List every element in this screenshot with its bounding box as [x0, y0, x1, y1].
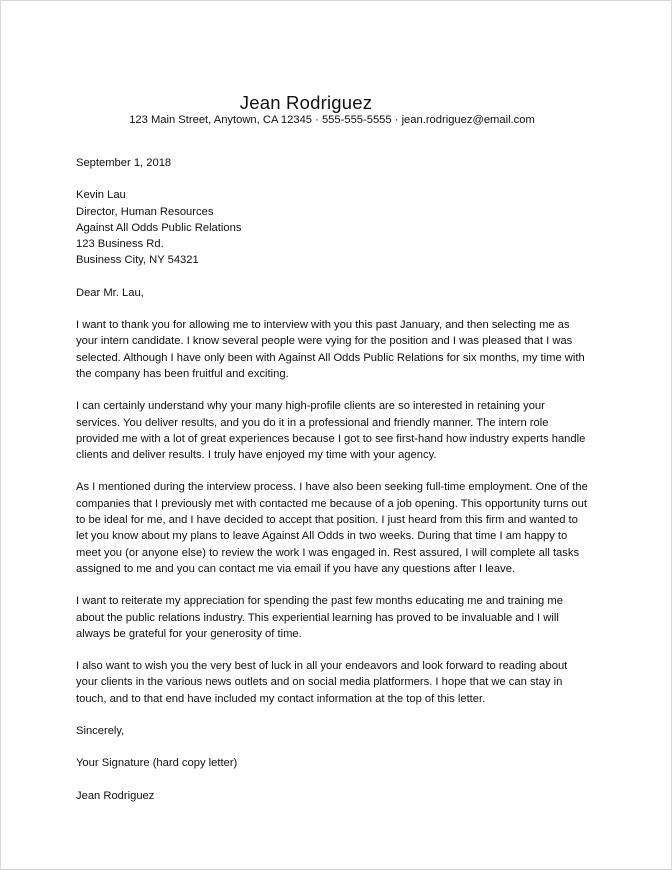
paragraph-line: As I mentioned during the interview process. I have also been seeking full-time employment. One of the — [76, 481, 588, 494]
paragraph-line: assigned to me and you can contact me via email if you have any questions after I leave. — [76, 562, 516, 575]
letter-body — [76, 155, 616, 804]
closing: Sincerely, — [76, 725, 125, 738]
recipient-address — [76, 187, 616, 268]
salutation: Dear Mr. Lau, — [76, 286, 144, 299]
paragraph-line: selected. Although I have only been with Against All Odds Public Relations for six months, my time with — [76, 351, 585, 364]
paragraph-line: provided me with a lot of great experiences because I got to see first-hand how industry experts handle — [76, 432, 586, 445]
paragraph-line: I also want to wish you the very best of luck in all your endeavors and look forward to reading about — [76, 660, 568, 673]
recipient-street: 123 Business Rd. — [76, 238, 164, 251]
recipient-company: Against All Odds Public Relations — [76, 221, 242, 234]
paragraph-line: your clients in the various news outlets and on social media platformers. I hope that we can stay in — [76, 676, 563, 689]
paragraph-line: your intern candidate. I know several people were vying for the position and I was pleased that I was — [76, 335, 573, 348]
paragraph-line: services. You deliver results, and you do it in a professional and friendly manner. The intern role — [76, 416, 549, 429]
paragraph-line: I want to reiterate my appreciation for spending the past few months educating me and training me — [76, 595, 563, 608]
paragraph-line: meet you (or anyone else) to review the work I was engaged in. Rest assured, I will complete all tasks — [76, 546, 580, 559]
paragraph-line: clients and deliver results. I truly have enjoyed my time with your agency. — [76, 449, 437, 462]
paragraph-line: touch, and to that end have included my contact information at the top of this letter. — [76, 692, 486, 705]
paragraph-line: to be ideal for me, and I have decided to accept that position. I just heard from this firm and wanted to — [76, 514, 578, 527]
sender-contact: 123 Main Street, Anytown, CA 12345 · 555-555-5555 · jean.rodriguez@email.com — [129, 114, 535, 126]
paragraph-line: I want to thank you for allowing me to interview with you this past January, and then selecting me as — [76, 319, 570, 332]
paragraph-line: about the public relations industry. This experiential learning has proved to be invaluable and I will — [76, 611, 559, 624]
paragraph-line: always be grateful for your generosity of time. — [76, 627, 302, 640]
paragraph-4 — [76, 593, 616, 642]
paragraph-line: I can certainly understand why your many high-profile clients are so interested in retaining your — [76, 400, 545, 413]
paragraph-line: the company has been fruitful and exciting. — [76, 367, 289, 380]
paragraph-1 — [76, 317, 616, 382]
recipient-name: Kevin Lau — [76, 189, 126, 202]
paragraph-3 — [76, 479, 616, 577]
paragraph-line: companies that I previously met with contacted me because of a job opening. This opportunity turns out — [76, 497, 587, 510]
recipient-title: Director, Human Resources — [76, 205, 214, 218]
recipient-city: Business City, NY 54321 — [76, 254, 199, 267]
sender-name: Jean Rodriguez — [239, 92, 373, 113]
paragraph-line: let you know about my plans to leave Against All Odds in two weeks. During that time I am happy to — [76, 530, 568, 543]
letter-date: September 1, 2018 — [76, 157, 172, 169]
paragraph-5 — [76, 658, 616, 707]
paragraph-2 — [76, 398, 616, 463]
signer-name: Jean Rodriguez — [76, 789, 155, 802]
signature-note: Your Signature (hard copy letter) — [76, 757, 238, 770]
